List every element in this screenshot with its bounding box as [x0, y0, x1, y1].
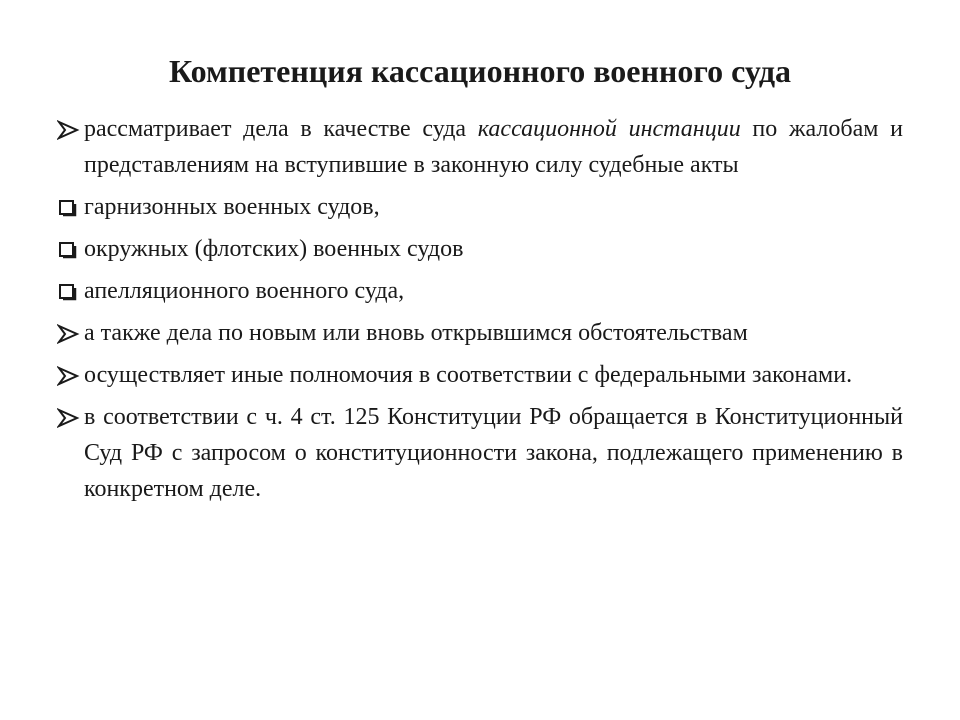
- checkbox-bullet-icon: [57, 240, 81, 260]
- arrow-bullet-icon: [57, 408, 81, 428]
- item-text: осуществляет иные полномочия в соответствии с федеральными законами.: [84, 362, 853, 388]
- list-item: [57, 399, 903, 507]
- list-item: [57, 111, 903, 183]
- arrow-bullet-icon: [57, 324, 81, 344]
- item-text: гарнизонных военных судов,: [84, 194, 380, 220]
- competence-list: [57, 111, 903, 513]
- arrow-bullet-icon: [57, 120, 81, 140]
- item-text: а также дела по новым или вновь открывшимся обстоятельствам: [84, 320, 748, 346]
- list-item: [57, 357, 903, 393]
- item-text-continued: по жалобам и представлениям на вступившие в законную силу судебные акты: [84, 116, 903, 178]
- item-text: окружных (флотских) военных судов: [84, 236, 464, 262]
- list-item: [57, 189, 903, 225]
- arrow-bullet-icon: [57, 366, 81, 386]
- list-item: [57, 231, 903, 267]
- checkbox-bullet-icon: [57, 198, 81, 218]
- item-text: апелляционного военного суда,: [84, 278, 405, 304]
- item-text: рассматривает дела в качестве суда: [84, 116, 478, 142]
- item-text: в соответствии с ч. 4 ст. 125 Конституции РФ обращается в Конституционный Суд РФ с запросом о конституционности закона, подлежащего применению в конкретном деле.: [84, 404, 903, 502]
- checkbox-bullet-icon: [57, 282, 81, 302]
- slide-title: Компетенция кассационного военного суда: [168, 53, 792, 89]
- list-item: [57, 273, 903, 309]
- list-item: [57, 315, 903, 351]
- item-emphasis: кассационной инстанции: [477, 116, 741, 142]
